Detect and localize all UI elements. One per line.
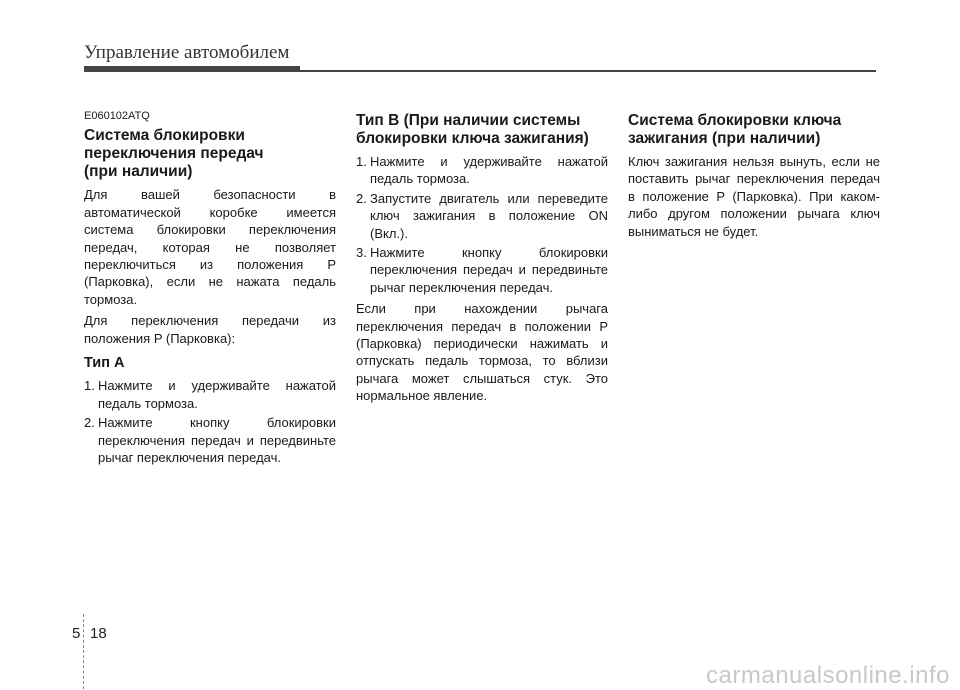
steps-list — [84, 377, 336, 466]
page-number: 18 — [90, 625, 107, 642]
paragraph: Если при нахождении рычага переключения передач в положении P (Парковка) периодически нажимать и отпускать педаль тормоза, то вблизи рычага может слышаться стук. Это нормальное явление. — [356, 301, 608, 404]
chapter-number: 5 — [72, 625, 81, 642]
list-item — [356, 244, 608, 296]
watermark: carmanualsonline.info — [706, 662, 950, 689]
steps-list — [356, 153, 608, 296]
section-heading — [356, 112, 608, 148]
column-1 — [84, 108, 336, 471]
footer-divider — [83, 614, 84, 689]
column-3 — [628, 112, 880, 244]
paragraph: Для переключения передачи из положения P (Парковка): — [84, 313, 336, 346]
list-item — [84, 414, 336, 466]
heading-line: Система блокировки ключа — [628, 112, 842, 129]
step-text: Запустите двигатель или переведите ключ зажигания в положение ON (Вкл.). — [370, 190, 608, 241]
step-number: 1. — [356, 154, 367, 169]
list-item — [356, 153, 608, 188]
heading-line: (при наличии) — [84, 163, 193, 181]
section-code: E060102ATQ — [84, 110, 150, 122]
step-number: 3. — [356, 245, 367, 261]
heading-line: Система блокировки — [84, 127, 245, 145]
paragraph: Для вашей безопасности в автоматической коробке имеется система блокировки переключения передач, которая не позволяет переключиться из положения P (Парковка), если не нажата педаль тормоза. — [84, 187, 336, 307]
section-heading — [84, 127, 336, 181]
heading-line: Тип B (При наличии системы — [356, 112, 581, 129]
step-text: Нажмите кнопку блокировки переключения передач и передвиньте рычаг переключения передач. — [370, 245, 608, 295]
header-rule — [84, 70, 876, 72]
list-item — [84, 377, 336, 412]
heading-line: блокировки ключа зажигания) — [356, 130, 589, 147]
step-text: Нажмите кнопку блокировки переключения передач и передвиньте рычаг переключения передач. — [98, 415, 336, 466]
list-item — [356, 190, 608, 242]
step-text: Нажмите и удерживайте нажатой педаль тормоза. — [370, 154, 608, 187]
heading-line: зажигания (при наличии) — [628, 130, 821, 147]
step-number: 2. — [84, 415, 95, 431]
section-heading — [628, 112, 880, 148]
step-number: 1. — [84, 378, 95, 394]
subheading-type-a: Тип A — [84, 355, 125, 372]
step-number: 2. — [356, 190, 367, 206]
heading-line: переключения передач — [84, 145, 264, 163]
step-text: Нажмите и удерживайте нажатой педаль тормоза. — [98, 378, 336, 411]
header-title: Управление автомобилем — [84, 42, 290, 63]
column-2 — [356, 112, 608, 409]
paragraph: Ключ зажигания нельзя вынуть, если не поставить рычаг переключения передач в положение P (Парковка). При каком-либо другом положении рычага ключ выниматься не будет. — [628, 154, 880, 239]
